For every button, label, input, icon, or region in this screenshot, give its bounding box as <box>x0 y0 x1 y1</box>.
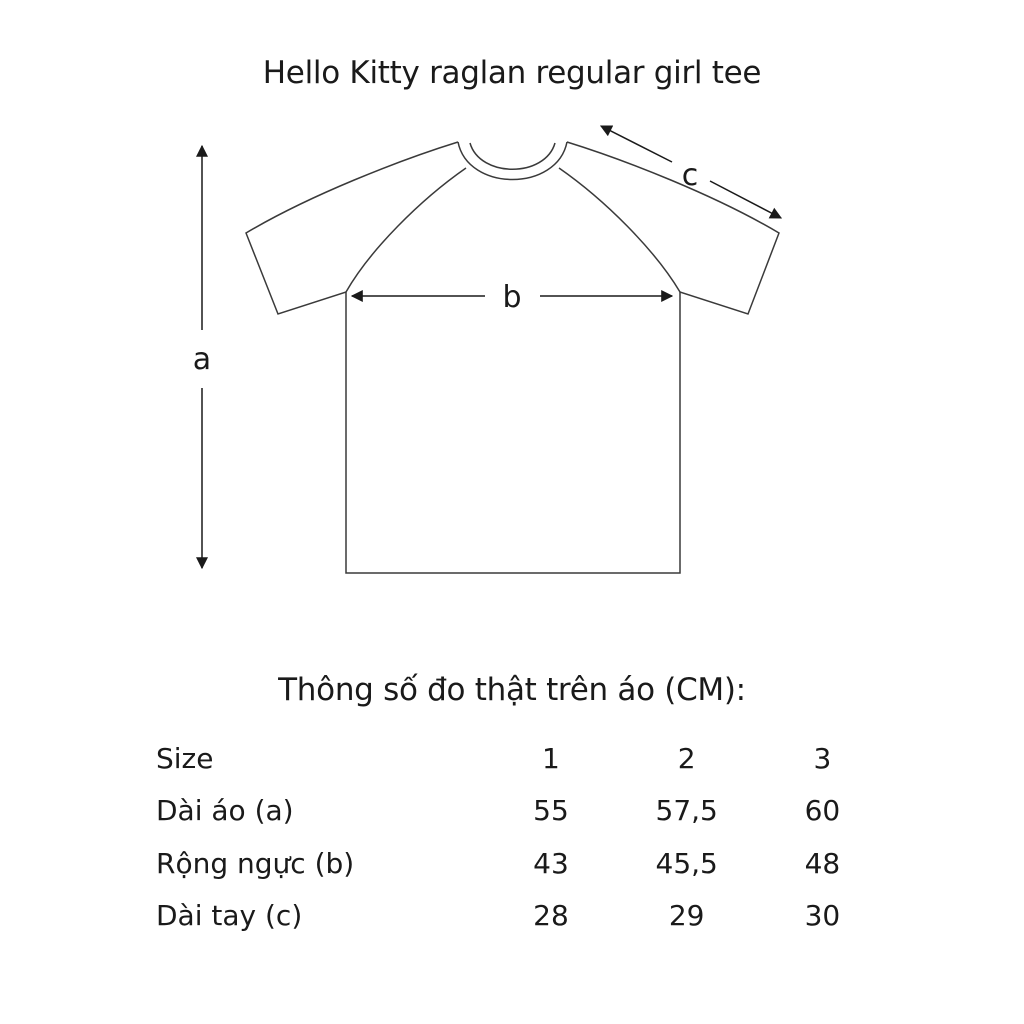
table-row <box>150 837 890 890</box>
table-header-size-1: 1 <box>542 741 560 775</box>
row-value: 29 <box>668 899 705 933</box>
diagram-title: Hello Kitty raglan regular girl tee <box>262 55 762 91</box>
dimension-b-label: b <box>502 280 522 315</box>
tshirt-raglan-seam-left <box>346 168 466 292</box>
table-header-size-2: 2 <box>677 741 696 775</box>
table-header-size-3: 3 <box>813 741 832 775</box>
row-value: 30 <box>804 899 841 933</box>
row-value: 43 <box>533 846 569 880</box>
table-row <box>150 785 890 838</box>
row-value: 55 <box>533 794 569 828</box>
table-header-row <box>150 732 890 785</box>
table-heading: Thông số đo thật trên áo (CM): <box>278 672 746 708</box>
tshirt-outline <box>246 142 779 573</box>
dimension-c-label: c <box>681 158 699 193</box>
table-row <box>150 890 890 943</box>
row-value: 45,5 <box>655 846 718 880</box>
size-table <box>150 732 890 942</box>
tshirt-collar-outer <box>458 142 567 180</box>
tshirt-raglan-seam-right <box>559 168 680 292</box>
row-value: 28 <box>533 899 569 933</box>
row-label: Dài áo (a) <box>156 794 294 828</box>
row-value: 48 <box>804 846 841 880</box>
row-label: Rộng ngực (b) <box>156 846 355 880</box>
row-value: 57,5 <box>655 794 718 828</box>
table-header-label: Size <box>156 741 214 775</box>
row-value: 60 <box>804 794 841 828</box>
dimension-c-arrow-lower <box>710 181 781 218</box>
dimension-a-label: a <box>192 342 212 377</box>
row-label: Dài tay (c) <box>156 899 303 933</box>
tshirt-collar-inner <box>470 143 555 169</box>
tshirt-body-outline <box>246 142 779 573</box>
